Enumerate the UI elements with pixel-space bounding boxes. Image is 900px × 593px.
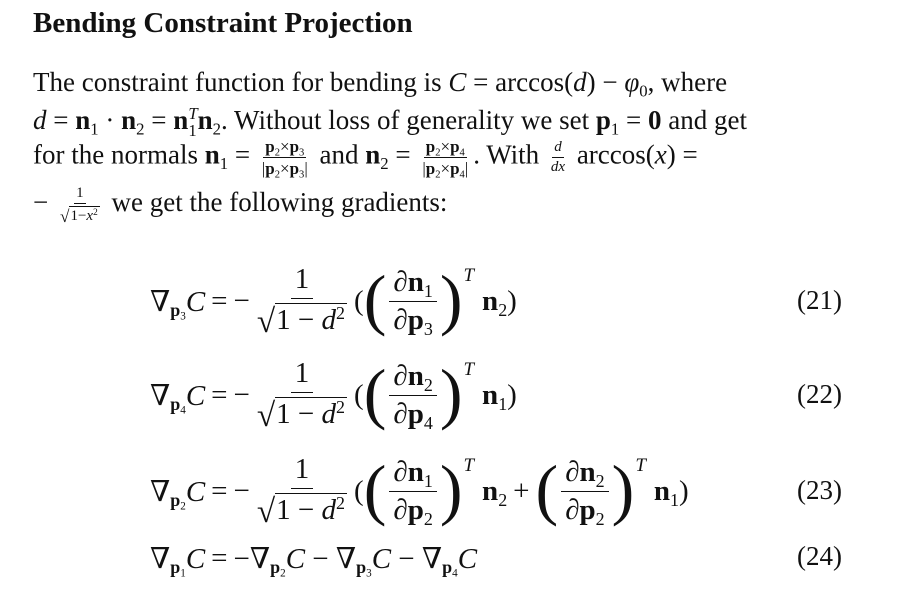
math-inline: d <box>33 105 47 135</box>
math-fraction: $\frac{p_2\times p_4}{|p_2\times p_4|}$ <box>422 137 469 181</box>
paragraph-line-1: The constraint function for bending is $C = \arccos(d) - \varphi_0$, where <box>33 67 728 101</box>
equation-24: $\nabla_{p_1}C$ = $-\nabla_{p_2}C - \nabla_{p_3}C - \nabla_{p_4}C$ <box>150 541 478 580</box>
paragraph-text: . With <box>473 139 546 170</box>
math-fraction: $\frac{d}{dx}$ <box>550 139 566 175</box>
equation-number: (21) <box>797 285 842 315</box>
paragraph-line-3: for the normals $n_1$ = $\frac{p_2\times p_3}{|p_2\times p_3|}$ and $n_2$ = $\frac{p_2\times p_4}{|p_2\times p_4|}$ . With $\frac{d}{dx}$ arccos(x) = <box>33 137 698 181</box>
equation-21: $\nabla_{p_3}C$ = − 1 √ $1 - d^2$ ( ( $\partial n_1$ $\partial p_3$ ) T $n_2$) <box>150 261 517 341</box>
math-fraction: $\frac{p_2\times p_3}{|p_2\times p_3|}$ <box>261 137 308 181</box>
paragraph-text: and get <box>661 105 748 135</box>
math-inline: C <box>448 67 467 97</box>
equation-number: (23) <box>797 475 842 505</box>
equation-number: (24) <box>797 541 842 571</box>
paragraph-text: and <box>312 139 366 170</box>
paragraph-text: . Without loss of generality we set <box>221 105 596 135</box>
paragraph-line-4: − 1 √ $1-x^2$ we get the following gradients: <box>33 185 448 226</box>
section-title: Bending Constraint Projection <box>33 7 413 39</box>
equation-number: (22) <box>797 379 842 409</box>
paragraph-text: for the normals <box>33 139 205 170</box>
equation-22: $\nabla_{p_4}C$ = − 1 √ $1 - d^2$ ( ( $\partial n_2$ $\partial p_4$ ) T $n_1$) <box>150 355 517 435</box>
paragraph-text: , where <box>647 67 728 97</box>
paragraph-text: we get the following gradients: <box>104 187 448 218</box>
paragraph-text: The constraint function for bending is <box>33 67 449 97</box>
math-fraction: 1 √ $1-x^2$ <box>59 185 98 226</box>
paragraph-line-2: $d = n_1 \cdot n_2 = n$ T 1 $n_2$. Without loss of generality we set $p_1 = 0$ and get <box>33 104 748 140</box>
equation-23: $\nabla_{p_2}C$ = − 1 √ $1 - d^2$ ( ( $\partial n_1$ $\partial p_2$ ) T $n_2$ + ( $\partial n_2$ $\partial p_2$ ) T $n_1$) <box>150 451 689 531</box>
